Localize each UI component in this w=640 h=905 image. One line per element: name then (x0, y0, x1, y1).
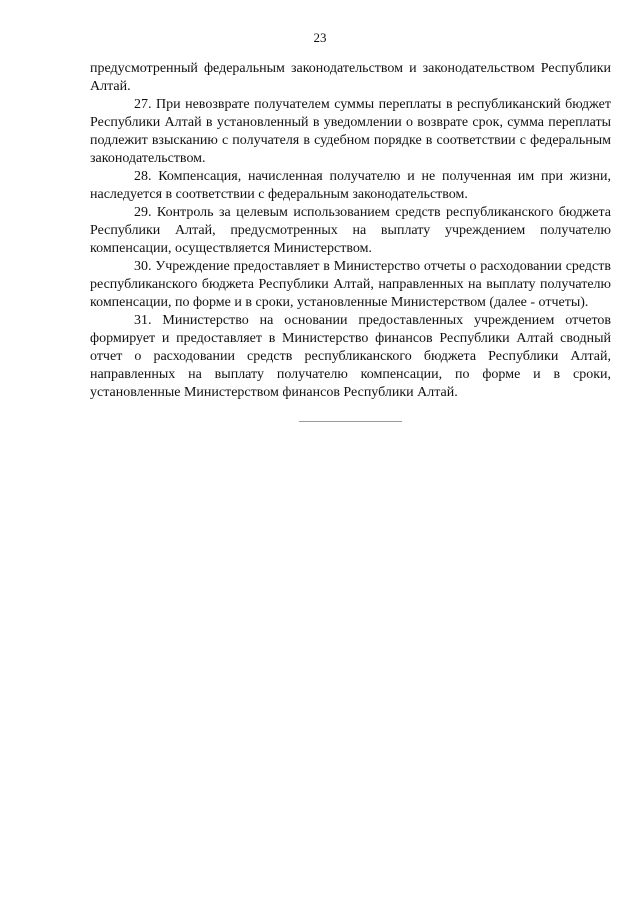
paragraph-28: 28. Компенсация, начисленная получателю и не полученная им при жизни, наследуется в соответствии с федеральным законодательством. (90, 169, 611, 202)
document-body (90, 60, 611, 402)
paragraph-29: 29. Контроль за целевым использованием средств республиканского бюджета Республики Алтай, предусмотренных на выплату учреждением получателю компенсации, осуществляется Министерством. (90, 205, 611, 256)
paragraph-continuation: предусмотренный федеральным законодательством и законодательством Республики Алтай. (90, 61, 611, 94)
page-number: 23 (313, 30, 327, 45)
paragraph-30: 30. Учреждение предоставляет в Министерство отчеты о расходовании средств республиканского бюджета Республики Алтай, направленных на выплату получателю компенсации, по форме и в сроки, установленные Министерством (далее - отчеты). (90, 259, 611, 310)
paragraph-27: 27. При невозврате получателем суммы переплаты в республиканский бюджет Республики Алтай в установленный в уведомлении о возврате срок, сумма переплаты подлежит взысканию с получателя в судебном порядке в соответствии с федеральным законодательством. (90, 97, 611, 166)
end-separator-line (299, 421, 402, 422)
paragraph-31: 31. Министерство на основании предоставленных учреждением отчетов формирует и предоставляет в Министерство финансов Республики Алтай сводный отчет о расходовании средств республиканского бюджета Республики Алтай, направленных на выплату получателю компенсации, по форме и в сроки, установленные Министерством финансов Республики Алтай. (90, 313, 611, 400)
